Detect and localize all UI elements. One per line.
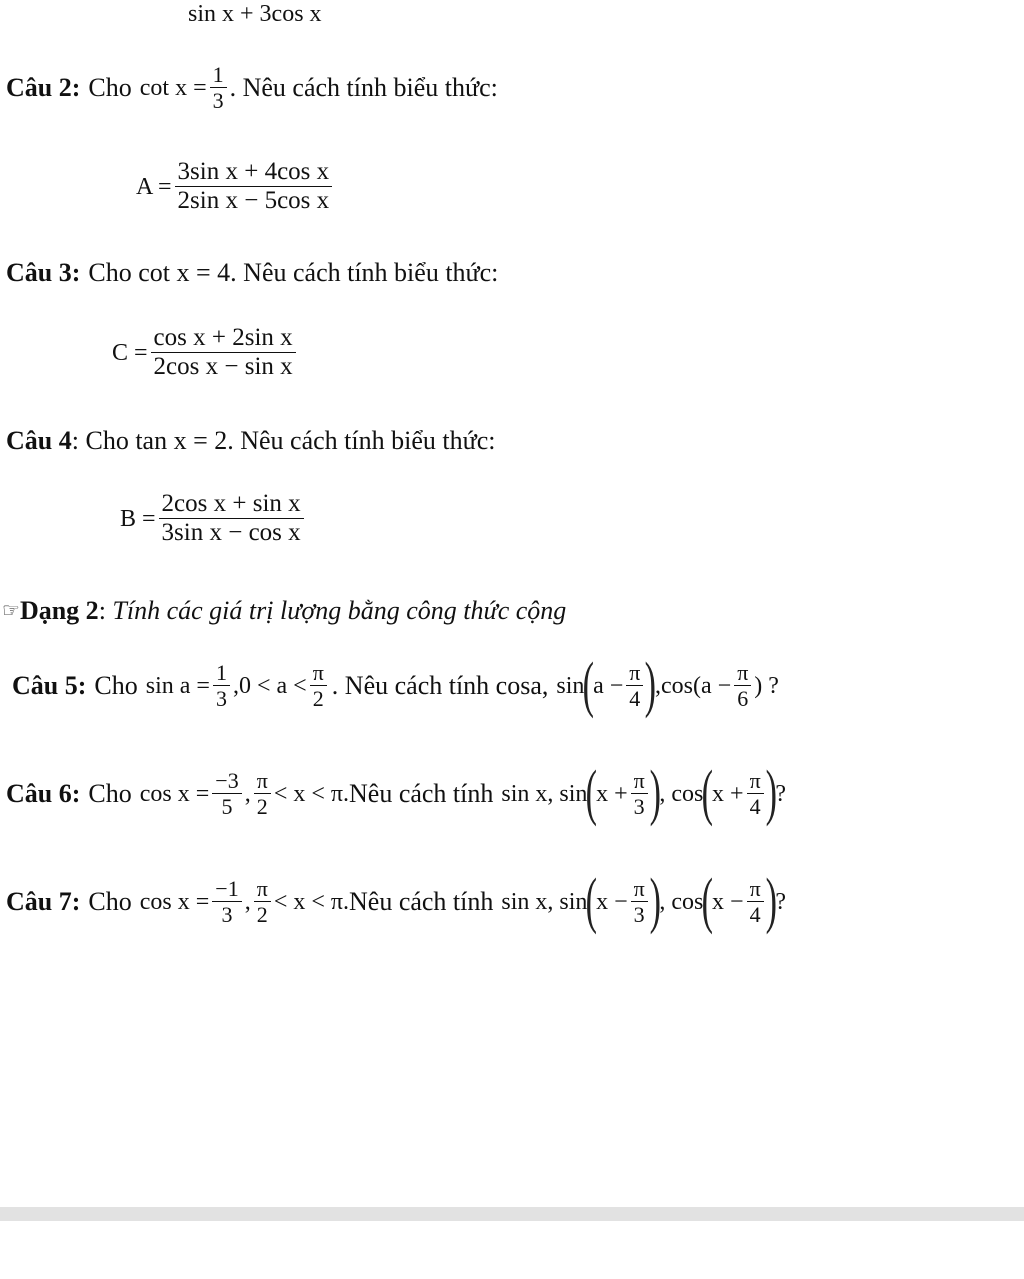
fraction: $\frac{\pi}{4}$ — [747, 768, 764, 819]
expression-A: A = $\frac{\text{3sin x + 4cos x}}{\text{2sin x − 5cos x}}$ — [136, 158, 335, 216]
page-separator-bar — [0, 1207, 1024, 1221]
fraction: $\frac{1}{3}$ — [213, 660, 230, 711]
question-3-label: Câu 3: — [6, 258, 81, 287]
fraction: $\frac{\text{2cos x + sin x}}{\text{3sin x − cos x}}$ — [159, 490, 304, 548]
fraction: $\frac{1}{3}$ — [210, 62, 227, 113]
fraction: $\frac{\pi}{4}$ — [626, 660, 643, 711]
fraction: $\frac{\text{cos x + 2sin x}}{\text{2cos x − sin x}}$ — [151, 324, 296, 382]
left-paren: ( — [583, 650, 595, 719]
right-paren: ) — [765, 758, 777, 827]
fraction: $\frac{\pi}{2}$ — [310, 660, 327, 711]
right-paren: ) — [645, 650, 657, 719]
question-2: Câu 2: Cho cot x = $\frac{1}{3}$ . Nêu cách tính biểu thức: — [6, 62, 498, 114]
left-paren: ( — [702, 758, 714, 827]
fraction: $\frac{\pi}{4}$ — [747, 876, 764, 927]
fraction: $\frac{\pi}{6}$ — [734, 660, 751, 711]
right-paren: ) — [649, 758, 661, 827]
fraction: $\frac{\pi}{3}$ — [631, 768, 648, 819]
question-5-label: Câu 5: — [12, 670, 87, 700]
expression-C: C = $\frac{\text{cos x + 2sin x}}{\text{2cos x − sin x}}$ — [112, 324, 299, 382]
fraction: $\frac{\pi}{3}$ — [631, 876, 648, 927]
question-5: Câu 5: Cho sin a = $\frac{1}{3}$ ,0 < a < $\frac{\pi}{2}$ . Nêu cách tính cosa, sin ( a − $\frac{\pi}{4}$ ) ,cos(a − $\frac{\pi}{6}$ ) ? — [12, 650, 779, 719]
left-paren: ( — [586, 758, 598, 827]
fraction: $\frac{\pi}{2}$ — [254, 876, 271, 927]
fraction: $\frac{-1}{3}$ — [212, 876, 241, 927]
question-4: Câu 4 : Cho tan x = 2. Nêu cách tính biểu thức: — [6, 426, 496, 455]
expression-B: B = $\frac{\text{2cos x + sin x}}{\text{3sin x − cos x}}$ — [120, 490, 307, 548]
question-2-label: Câu 2: — [6, 72, 81, 102]
right-paren: ) — [649, 866, 661, 935]
fraction: $\frac{\pi}{2}$ — [254, 768, 271, 819]
question-6: Câu 6: Cho cos x = $\frac{-3}{5}$ , $\frac{\pi}{2}$ < x < π. Nêu cách tính sin x, sin ( x + $\frac{\pi}{3}$ ) , cos ( x + $\frac{\pi}{4}$ ) ? — [6, 758, 786, 827]
pointing-hand-icon: ☞ — [2, 600, 20, 622]
question-3: Câu 3: Cho cot x = 4. Nêu cách tính biểu thức: — [6, 258, 499, 287]
question-4-label: Câu 4 — [6, 426, 72, 455]
fraction: $\frac{-3}{5}$ — [212, 768, 241, 819]
fraction: $\frac{\text{3sin x + 4cos x}}{\text{2sin x − 5cos x}}$ — [175, 158, 333, 216]
left-paren: ( — [702, 866, 714, 935]
question-6-label: Câu 6: — [6, 778, 81, 808]
section-heading-dang-2: ☞ Dạng 2 : Tính các giá trị lượng bằng công thức cộng — [2, 596, 567, 625]
right-paren: ) — [765, 866, 777, 935]
question-7-label: Câu 7: — [6, 886, 81, 916]
top-fragment: sin x + 3cos x — [188, 1, 322, 27]
question-7: Câu 7: Cho cos x = $\frac{-1}{3}$ , $\frac{\pi}{2}$ < x < π. Nêu cách tính sin x, sin ( x − $\frac{\pi}{3}$ ) , cos ( x − $\frac{\pi}{4}$ ) ? — [6, 866, 786, 935]
left-paren: ( — [586, 866, 598, 935]
